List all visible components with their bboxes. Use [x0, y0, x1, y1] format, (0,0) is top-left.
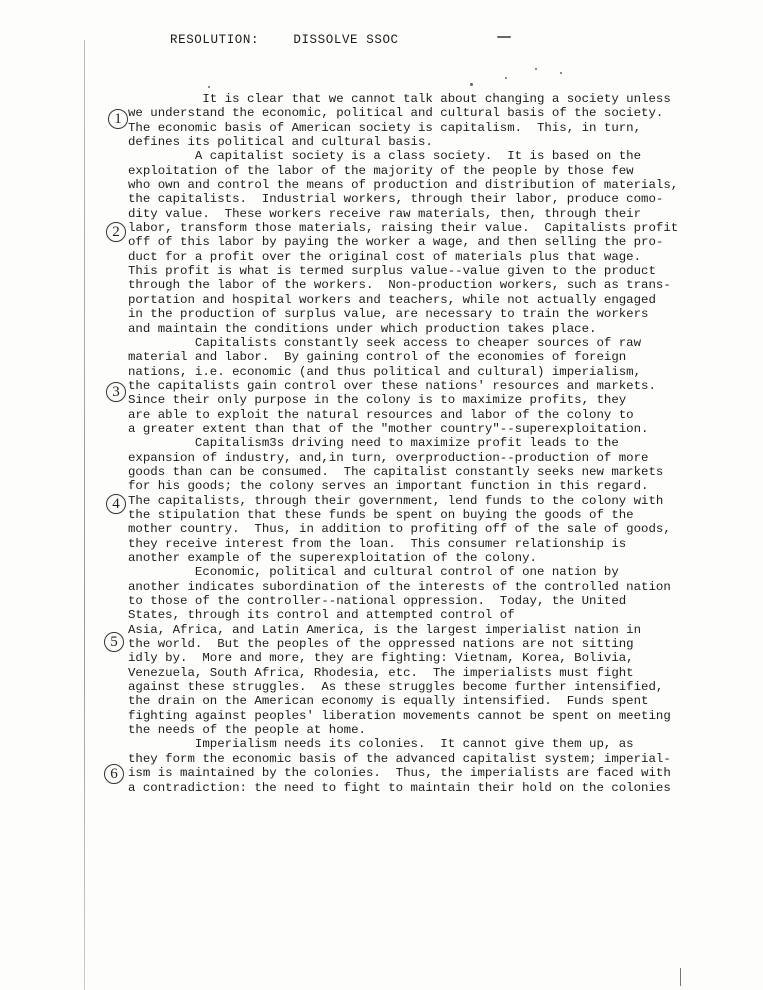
text-line: This profit is what is termed surplus value--value given to the product: [128, 264, 656, 279]
text-line: A capitalist society is a class society. It is based on the: [128, 149, 642, 164]
text-line: Since their only purpose in the colony is to maximize profits, they: [128, 393, 627, 408]
circled-number-marker: 6: [104, 764, 124, 784]
circled-number-marker: 2: [106, 222, 126, 242]
header-subject: DISSOLVE SSOC: [293, 33, 399, 47]
text-line: goods than can be consumed. The capitalist constantly seeks new markets: [128, 464, 664, 479]
text-line: expansion of industry, and,in turn, overproduction--production of more: [128, 450, 649, 465]
text-line: labor, transform those materials, raising their value. Capitalists profit: [128, 221, 679, 236]
text-line: the stipulation that these funds be spent on buying the goods of the: [128, 507, 634, 522]
text-line: they receive interest from the loan. This consumer relationship is: [128, 536, 627, 551]
text-line: Capitalists constantly seek access to cheaper sources of raw: [128, 335, 642, 350]
text-line: in the production of surplus value, are necessary to train the workers: [128, 307, 649, 322]
speck: [535, 68, 537, 70]
margin-mark: [680, 968, 681, 986]
text-line: dity value. These workers receive raw materials, then, through their: [128, 206, 642, 221]
text-line: off of this labor by paying the worker a wage, and then selling the pro-: [128, 235, 664, 250]
document-body: [128, 92, 679, 795]
speck: [560, 72, 562, 74]
text-line: fighting against peoples' liberation movements cannot be spent on meeting: [128, 708, 671, 723]
text-line: to those of the controller--national oppression. Today, the United: [128, 594, 627, 609]
text-line: a contradiction: the need to fight to maintain their hold on the colonies: [128, 780, 671, 795]
text-line: Venezuela, South Africa, Rhodesia, etc. The imperialists must fight: [128, 665, 634, 680]
text-line: the capitalists. Industrial workers, through their labor, produce como-: [128, 192, 664, 207]
text-line: The economic basis of American society is capitalism. This, in turn,: [128, 120, 642, 135]
text-line: another example of the superexploitation of the colony.: [128, 551, 537, 565]
speck: [208, 86, 210, 88]
speck: [470, 83, 473, 86]
circled-number-marker: 5: [104, 632, 124, 652]
text-line: ism is maintained by the colonies. Thus, the imperialists are faced with: [128, 766, 671, 781]
text-line: The capitalists, through their government, lend funds to the colony with: [128, 493, 664, 508]
text-line: Economic, political and cultural control of one nation by: [128, 565, 619, 580]
text-line: are able to exploit the natural resources and labor of the colony to: [128, 407, 634, 422]
circled-number-marker: 1: [108, 109, 128, 129]
text-line: mother country. Thus, in addition to profiting off of the sale of goods,: [128, 522, 671, 537]
circled-number-marker: 3: [106, 382, 126, 402]
speck: [505, 77, 507, 79]
text-line: duct for a profit over the original cost of materials plus that wage.: [128, 249, 642, 264]
text-line: nations, i.e. economic (and thus political and cultural) imperialism,: [128, 364, 642, 379]
text-line: they form the economic basis of the advanced capitalist system; imperial-: [128, 751, 671, 766]
text-line: the drain on the American economy is equally intensified. Funds spent: [128, 694, 649, 709]
document-header: [170, 33, 399, 47]
text-line: a greater extent than that of the "mother country"--superexploitation.: [128, 421, 649, 436]
text-line: against these struggles. As these struggles become further intensified,: [128, 680, 664, 695]
text-line: defines its political and cultural basis.: [128, 135, 433, 150]
text-line: who own and control the means of production and distribution of materials,: [128, 178, 679, 193]
text-line: we understand the economic, political and cultural basis of the society.: [128, 106, 664, 121]
text-line: idly by. More and more, they are fighting: Vietnam, Korea, Bolivia,: [128, 651, 634, 666]
text-line: exploitation of the labor of the majority of the people by those few: [128, 163, 634, 178]
text-line: Imperialism needs its colonies. It cannot give them up, as: [128, 737, 634, 752]
text-line: portation and hospital workers and teachers, while not actually engaged: [128, 292, 656, 307]
text-line: It is clear that we cannot talk about changing a society unless: [128, 92, 671, 106]
text-line: the needs of the people at home.: [128, 723, 366, 738]
text-line: for his goods; the colony serves an important function in this regard.: [128, 479, 649, 494]
text-line: Capitalism3s driving need to maximize profit leads to the: [128, 436, 619, 451]
smudge-mark: [497, 36, 511, 38]
text-line: another indicates subordination of the interests of the controlled nation: [128, 579, 671, 594]
margin-rule: [84, 40, 85, 990]
header-title: RESOLUTION:: [170, 33, 260, 47]
text-line: the capitalists gain control over these nations' resources and markets.: [128, 378, 656, 393]
text-line: and maintain the conditions under which production takes place.: [128, 321, 597, 336]
circled-number-marker: 4: [106, 494, 126, 514]
text-line: States, through its control and attempted control of: [128, 608, 515, 623]
text-line: material and labor. By gaining control of the economies of foreign: [128, 350, 627, 365]
text-line: through the labor of the workers. Non-production workers, such as trans-: [128, 278, 671, 293]
text-line: the world. But the peoples of the oppressed nations are not sitting: [128, 637, 634, 652]
text-line: Asia, Africa, and Latin America, is the largest imperialist nation in: [128, 622, 642, 637]
